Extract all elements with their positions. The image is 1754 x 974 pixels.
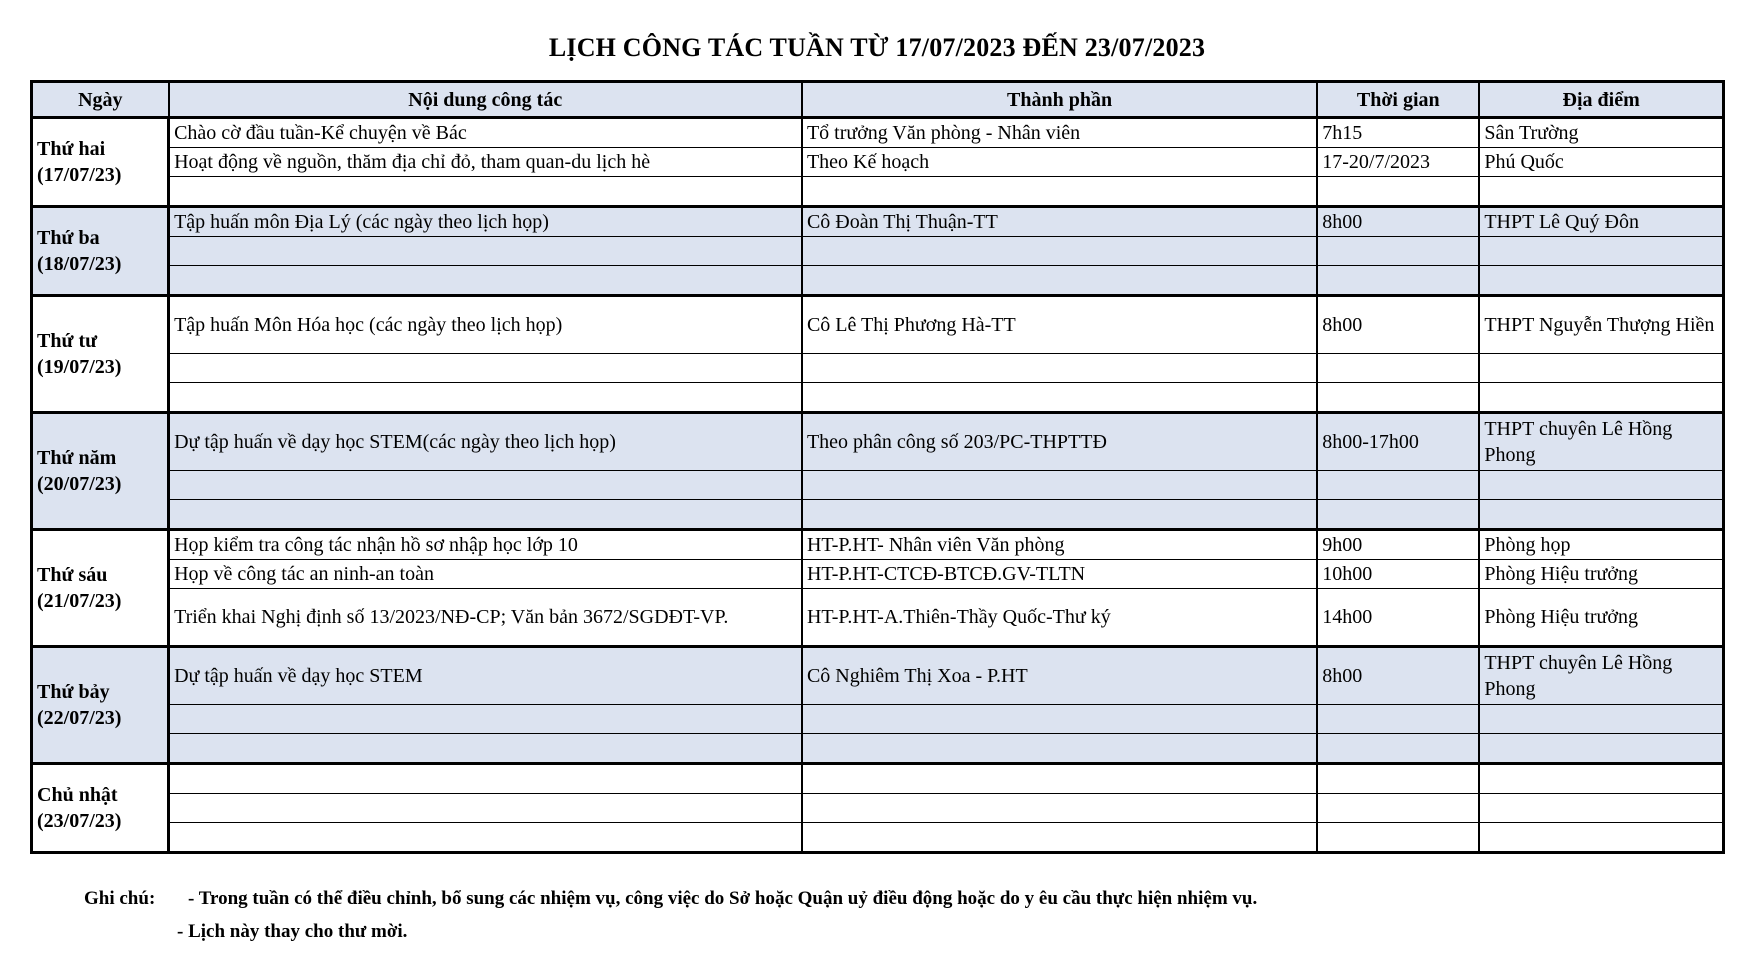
table-row xyxy=(32,794,1724,823)
members-cell xyxy=(802,354,1317,383)
content-cell: Dự tập huấn về dạy học STEM xyxy=(169,647,802,705)
place-cell: Phòng Hiệu trưởng xyxy=(1479,560,1723,589)
table-row xyxy=(32,560,1724,589)
place-cell xyxy=(1479,471,1723,500)
members-cell xyxy=(802,266,1317,296)
place-cell xyxy=(1479,734,1723,764)
note-line-1: - Trong tuần có thể điều chỉnh, bổ sung các nhiệm vụ, công việc do Sở hoặc Quận uỷ điều động hoặc do y êu cầu thực hiện nhiệm vụ. xyxy=(188,888,1258,909)
time-cell xyxy=(1317,823,1479,853)
day-cell-friday xyxy=(32,530,169,647)
day-name: Thứ sáu xyxy=(37,564,108,586)
members-cell xyxy=(802,237,1317,266)
time-cell xyxy=(1317,500,1479,530)
place-cell: THPT chuyên Lê Hồng Phong xyxy=(1479,413,1723,471)
place-cell xyxy=(1479,177,1723,207)
table-row xyxy=(32,354,1724,383)
day-name: Thứ năm xyxy=(37,447,117,469)
content-cell xyxy=(169,500,802,530)
table-row xyxy=(32,177,1724,207)
place-cell: THPT Nguyễn Thượng Hiền xyxy=(1479,296,1723,354)
day-name: Thứ hai xyxy=(37,138,106,160)
day-date: (22/07/23) xyxy=(37,707,122,729)
place-cell: Phòng họp xyxy=(1479,530,1723,560)
place-cell xyxy=(1479,383,1723,413)
time-cell xyxy=(1317,471,1479,500)
header-place: Địa điểm xyxy=(1479,82,1723,118)
table-row xyxy=(32,530,1724,560)
time-cell: 8h00 xyxy=(1317,207,1479,237)
content-cell xyxy=(169,471,802,500)
time-cell xyxy=(1317,266,1479,296)
place-cell xyxy=(1479,500,1723,530)
members-cell: Cô Nghiêm Thị Xoa - P.HT xyxy=(802,647,1317,705)
members-cell: Theo phân công số 203/PC-THPTTĐ xyxy=(802,413,1317,471)
day-date: (20/07/23) xyxy=(37,473,122,495)
content-cell xyxy=(169,734,802,764)
place-cell: Sân Trường xyxy=(1479,118,1723,148)
time-cell: 8h00-17h00 xyxy=(1317,413,1479,471)
table-row xyxy=(32,148,1724,177)
content-cell xyxy=(169,823,802,853)
place-cell: Phòng Hiệu trưởng xyxy=(1479,589,1723,647)
members-cell: HT-P.HT-A.Thiên-Thầy Quốc-Thư ký xyxy=(802,589,1317,647)
members-cell xyxy=(802,705,1317,734)
members-cell xyxy=(802,794,1317,823)
content-cell xyxy=(169,177,802,207)
members-cell: Cô Đoàn Thị Thuận-TT xyxy=(802,207,1317,237)
place-cell: THPT Lê Quý Đôn xyxy=(1479,207,1723,237)
table-row xyxy=(32,823,1724,853)
content-cell: Tập huấn môn Địa Lý (các ngày theo lịch họp) xyxy=(169,207,802,237)
time-cell xyxy=(1317,764,1479,794)
table-row xyxy=(32,266,1724,296)
place-cell xyxy=(1479,237,1723,266)
day-cell-tuesday xyxy=(32,207,169,296)
table-row xyxy=(32,764,1724,794)
day-date: (19/07/23) xyxy=(37,356,122,378)
members-cell xyxy=(802,500,1317,530)
day-cell-monday xyxy=(32,118,169,207)
time-cell xyxy=(1317,177,1479,207)
place-cell xyxy=(1479,705,1723,734)
table-row xyxy=(32,118,1724,148)
table-row xyxy=(32,207,1724,237)
time-cell: 8h00 xyxy=(1317,296,1479,354)
members-cell xyxy=(802,471,1317,500)
members-cell: Theo Kế hoạch xyxy=(802,148,1317,177)
schedule-table xyxy=(30,80,1725,854)
place-cell xyxy=(1479,354,1723,383)
header-content: Nội dung công tác xyxy=(169,82,802,118)
content-cell xyxy=(169,237,802,266)
time-cell xyxy=(1317,354,1479,383)
time-cell: 8h00 xyxy=(1317,647,1479,705)
place-cell: THPT chuyên Lê Hồng Phong xyxy=(1479,647,1723,705)
place-cell xyxy=(1479,794,1723,823)
day-name: Chủ nhật xyxy=(37,784,118,806)
note-line-2: - Lịch này thay cho thư mời. xyxy=(177,921,408,942)
content-cell: Hoạt động về nguồn, thăm địa chỉ đỏ, tham quan-du lịch hè xyxy=(169,148,802,177)
content-cell: Chào cờ đầu tuần-Kể chuyện về Bác xyxy=(169,118,802,148)
time-cell xyxy=(1317,705,1479,734)
day-date: (21/07/23) xyxy=(37,590,122,612)
content-cell xyxy=(169,794,802,823)
content-cell: Họp về công tác an ninh-an toàn xyxy=(169,560,802,589)
header-members: Thành phần xyxy=(802,82,1317,118)
table-row xyxy=(32,705,1724,734)
place-cell xyxy=(1479,266,1723,296)
members-cell: Tổ trưởng Văn phòng - Nhân viên xyxy=(802,118,1317,148)
content-cell: Triển khai Nghị định số 13/2023/NĐ-CP; Văn bản 3672/SGDĐT-VP. xyxy=(169,589,802,647)
notes-label: Ghi chú: xyxy=(84,888,156,909)
day-name: Thứ bảy xyxy=(37,681,110,703)
place-cell xyxy=(1479,764,1723,794)
content-cell xyxy=(169,354,802,383)
day-cell-saturday xyxy=(32,647,169,764)
time-cell: 10h00 xyxy=(1317,560,1479,589)
day-date: (18/07/23) xyxy=(37,253,122,275)
table-row xyxy=(32,413,1724,471)
time-cell xyxy=(1317,383,1479,413)
header-row xyxy=(32,82,1724,118)
members-cell: HT-P.HT-CTCĐ-BTCĐ.GV-TLTN xyxy=(802,560,1317,589)
day-date: (23/07/23) xyxy=(37,810,122,832)
table-row xyxy=(32,734,1724,764)
table-row xyxy=(32,383,1724,413)
content-cell xyxy=(169,383,802,413)
table-row xyxy=(32,471,1724,500)
time-cell: 9h00 xyxy=(1317,530,1479,560)
time-cell: 17-20/7/2023 xyxy=(1317,148,1479,177)
place-cell xyxy=(1479,823,1723,853)
content-cell xyxy=(169,705,802,734)
members-cell: HT-P.HT- Nhân viên Văn phòng xyxy=(802,530,1317,560)
time-cell xyxy=(1317,794,1479,823)
day-name: Thứ ba xyxy=(37,227,100,249)
table-row xyxy=(32,589,1724,647)
day-date: (17/07/23) xyxy=(37,164,122,186)
members-cell xyxy=(802,734,1317,764)
table-row xyxy=(32,296,1724,354)
table-row xyxy=(32,237,1724,266)
content-cell xyxy=(169,764,802,794)
content-cell xyxy=(169,266,802,296)
day-name: Thứ tư xyxy=(37,330,98,352)
members-cell xyxy=(802,764,1317,794)
table-row xyxy=(32,647,1724,705)
time-cell: 7h15 xyxy=(1317,118,1479,148)
content-cell: Tập huấn Môn Hóa học (các ngày theo lịch họp) xyxy=(169,296,802,354)
members-cell xyxy=(802,823,1317,853)
page-title: LỊCH CÔNG TÁC TUẦN TỪ 17/07/2023 ĐẾN 23/07/2023 xyxy=(548,33,1206,62)
members-cell: Cô Lê Thị Phương Hà-TT xyxy=(802,296,1317,354)
header-day: Ngày xyxy=(32,82,169,118)
day-cell-wednesday xyxy=(32,296,169,413)
content-cell: Họp kiểm tra công tác nhận hồ sơ nhập học lớp 10 xyxy=(169,530,802,560)
day-cell-thursday xyxy=(32,413,169,530)
time-cell: 14h00 xyxy=(1317,589,1479,647)
time-cell xyxy=(1317,237,1479,266)
place-cell: Phú Quốc xyxy=(1479,148,1723,177)
table-row xyxy=(32,500,1724,530)
content-cell: Dự tập huấn về dạy học STEM(các ngày theo lịch họp) xyxy=(169,413,802,471)
day-cell-sunday xyxy=(32,764,169,853)
members-cell xyxy=(802,177,1317,207)
members-cell xyxy=(802,383,1317,413)
time-cell xyxy=(1317,734,1479,764)
header-time: Thời gian xyxy=(1317,82,1479,118)
